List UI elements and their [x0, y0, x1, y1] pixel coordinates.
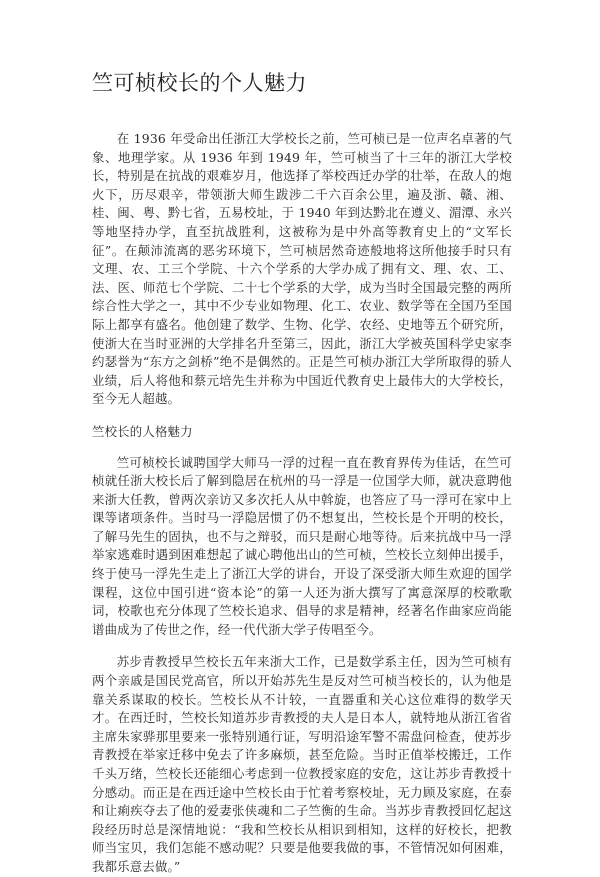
page-title: 竺可桢校长的个人魅力: [92, 71, 307, 95]
body-paragraph-ma-yifu: 竺可桢校长诚聘国学大师马一浮的过程一直在教育界传为佳话，在竺可桢就任浙大校长后了解到隐居在杭州的马一浮是一位国学大师，就决意聘他来浙大任教，曾两次亲访又多次托人从中斡旋，也答应了马一浮可在家中上课等诸项条件。当时马一浮隐居惯了仍不想复出，竺校长是个开明的校长，了解马先生的固执，也不与之辩驳，而只是耐心地等待。后来抗战中马一浮举家逃难时遇到困难想起了诚心聘他出山的竺可桢，竺校长立刻伸出援手，终于使马一浮先生走上了浙江大学的讲台，开设了深受浙大师生欢迎的国学课程，这位中国引进“资本论”的第一人还为浙大撰写了寓意深厚的校歌歌词，校歌也充分体现了竺校长追求、倡导的求是精神，经著名作曲家应尚能谱曲成为了传世之作，经一代代浙大学子传唱至今。: [92, 454, 512, 637]
section-heading: 竺校长的人格魅力: [92, 423, 193, 439]
body-paragraph-su-buqing: 苏步青教授早竺校长五年来浙大工作，已是数学系主任，因为竺可桢有两个亲戚是国民党高官，所以开始苏先生是反对竺可桢当校长的，认为他是靠关系谋取的校长。竺校长从不计较，一直器重和关心这位难得的数学天才。在西迁时，竺校长知道苏步青教授的夫人是日本人，就特地从浙江省省主席朱家骅那里要来一张特别通行证，写明沿途军警不需盘问检查，使苏步青教授在举家迁移中免去了许多麻烦，甚至危险。当时正值举校搬迁，工作千头万绪，竺校长还能细心考虑到一位教授家庭的安危，这让苏步青教授十分感动。而正是在西迁途中竺校长由于忙着考察校址，无力顾及家庭，在泰和让痢疾夺去了他的爱妻张侠魂和二子竺衡的生命。当苏步青教授回忆起这段经历时总是深情地说：“我和竺校长从相识到相知，这样的好校长，把教师当宝贝，我们怎能不感动呢？只要是他要我做的事，不管情况如何困难，我都乐意去做。”: [92, 654, 512, 874]
intro-paragraph: 在 1936 年受命出任浙江大学校长之前，竺可桢已是一位声名卓著的气象、地理学家。从 1936 年到 1949 年，竺可桢当了十三年的浙江大学校长，特别是在抗战的艰难岁月，他选择了举校西迁办学的壮举，在敌人的炮火下，历尽艰辛，带领浙大师生跋涉二千六百余公里，遍及浙、赣、湘、桂、闽、粤、黔七省，五易校址，于 1940 年到达黔北在遵义、湄潭、永兴等地坚持办学，直至抗战胜利，这被称为是中外高等教育史上的“文军长征”。在颠沛流离的恶劣环境下，竺可桢居然奇迹般地将这所他接手时只有文理、农、工三个学院、十六个学系的大学办成了拥有文、理、农、工、法、医、师范七个学院、二十七个学系的大学，成为当时全国最完整的两所综合性大学之一，其中不少专业如物理、化工、农业、数学等在全国乃至国际上都享有盛名。他创建了数学、生物、化学、农经、史地等五个研究所，使浙大在当时亚洲的大学排名升至第三，因此，浙江大学被英国科学史家李约瑟誉为“东方之剑桥”绝不是偶然的。正是竺可桢办浙江大学所取得的骄人业绩，后人将他和蔡元培先生并称为中国近代教育史上最伟大的大学校长，至今无人超越。: [92, 131, 512, 407]
